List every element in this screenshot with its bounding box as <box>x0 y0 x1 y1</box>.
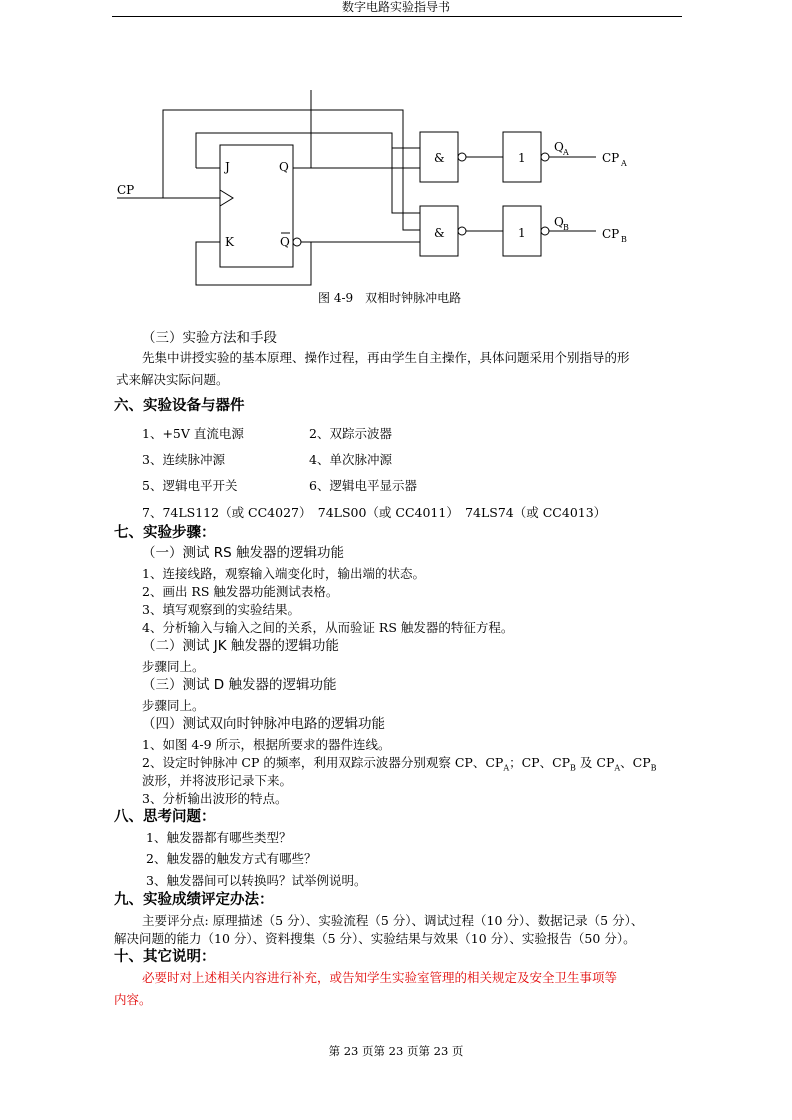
not-top-symbol: 1 <box>518 151 526 165</box>
grading-title: 九、实验成绩评定办法： <box>114 892 274 908</box>
step-2-text: 步骤同上。 <box>142 659 205 674</box>
cpb-sub-label: B <box>621 235 627 244</box>
step-4-item-2-part: ；CP、CP <box>509 755 571 770</box>
step-4-item-2-cont: 波形，并将波形记录下来。 <box>142 773 293 788</box>
step-1-item: 1、连接线路，观察输入端变化时，输出端的状态。 <box>142 566 425 581</box>
other-title: 十、其它说明： <box>114 949 216 965</box>
step-4-item-2-part: 2、设定时钟脉冲 CP 的频率，利用双踪示波器分别观察 CP、CP <box>142 755 504 770</box>
step-3-text: 步骤同上。 <box>142 698 205 713</box>
not-bottom-symbol: 1 <box>518 226 526 240</box>
step-4-title: （四）测试双向时钟脉冲电路的逻辑功能 <box>142 716 385 732</box>
equipment-item: 4、单次脉冲源 <box>309 452 392 467</box>
ff-qbar-label: Q <box>280 235 290 249</box>
cpb-label: CP <box>602 227 620 241</box>
step-4-item-3: 3、分析输出波形的特点。 <box>142 791 288 806</box>
subscript-b: B <box>570 763 576 773</box>
question-item: 3、触发器间可以转换吗？试举例说明。 <box>146 873 367 888</box>
step-4-item-2-part: 、CP <box>620 755 651 770</box>
cp-input-label: CP <box>117 183 135 197</box>
method-title: （三）实验方法和手段 <box>142 330 277 346</box>
grading-line-1: 主要评分点: 原理描述（5 分）、实验流程（5 分）、调试过程（10 分）、数据记录（5 分）、 <box>142 913 644 928</box>
ff-j-label: J <box>225 160 230 174</box>
equipment-item: 1、+5V 直流电源 <box>142 426 244 441</box>
step-4-item-2-part: 及 CP <box>575 755 615 770</box>
ff-q-label: Q <box>279 160 289 174</box>
page-header-title: 数字电路实验指导书 <box>341 0 450 14</box>
step-1-item: 4、分析输入与输入之间的关系，从而验证 RS 触发器的特征方程。 <box>142 620 514 635</box>
qbar-bubble <box>293 238 301 246</box>
ff-k-label: K <box>225 235 234 249</box>
and-top-symbol: & <box>434 151 445 165</box>
qb-label: Q <box>554 215 564 229</box>
qb-sub-label: B <box>563 223 569 232</box>
step-3-title: （三）测试 D 触发器的逻辑功能 <box>142 677 337 693</box>
dual-phase-clock-circuit-diagram <box>0 0 792 320</box>
equipment-item: 5、逻辑电平开关 <box>142 478 238 493</box>
step-1-item: 2、画出 RS 触发器功能测试表格。 <box>142 584 339 599</box>
subscript-a: A <box>614 763 621 773</box>
and-bottom-symbol: & <box>434 226 445 240</box>
equipment-chips: 7、74LS112（或 CC4027） 74LS00（或 CC4011） 74LS74（或 CC4013） <box>142 505 607 520</box>
equipment-item: 3、连续脉冲源 <box>142 452 225 467</box>
other-note-line-2: 内容。 <box>114 992 152 1007</box>
equipment-title: 六、实验设备与器件 <box>114 398 245 414</box>
figure-caption: 图 4-9 双相时钟脉冲电路 <box>318 291 462 305</box>
qa-label: Q <box>554 140 564 154</box>
method-line-2: 式来解决实际问题。 <box>116 372 229 387</box>
question-item: 2、触发器的触发方式有哪些？ <box>146 851 317 866</box>
clock-triangle <box>220 190 233 206</box>
step-2-title: （二）测试 JK 触发器的逻辑功能 <box>142 638 339 654</box>
cpa-sub-label: A <box>621 159 627 168</box>
equipment-item: 6、逻辑电平显示器 <box>309 478 417 493</box>
other-note-line-1: 必要时对上述相关内容进行补充，或告知学生实验室管理的相关规定及安全卫生事项等 <box>142 970 618 985</box>
questions-title: 八、思考问题： <box>114 809 216 825</box>
grading-line-2: 解决问题的能力（10 分）、资料搜集（5 分）、实验结果与效果（10 分）、实验报告（50 分）。 <box>114 931 636 946</box>
equipment-item: 2、双踪示波器 <box>309 426 392 441</box>
steps-title: 七、实验步骤： <box>114 525 216 541</box>
subscript-a: A <box>503 763 510 773</box>
cpa-label: CP <box>602 151 620 165</box>
question-item: 1、触发器都有哪些类型？ <box>146 830 292 845</box>
method-line-1: 先集中讲授实验的基本原理、操作过程，再由学生自主操作，具体问题采用个别指导的形 <box>142 350 630 365</box>
page-footer: 第 23 页第 23 页第 23 页 <box>328 1044 464 1058</box>
qa-sub-label: A <box>563 148 569 157</box>
subscript-b: B <box>650 763 657 773</box>
step-4-item-1: 1、如图 4-9 所示，根据所要求的器件连线。 <box>142 737 391 752</box>
step-1-title: （一）测试 RS 触发器的逻辑功能 <box>142 545 345 561</box>
step-1-item: 3、填写观察到的实验结果。 <box>142 602 300 617</box>
